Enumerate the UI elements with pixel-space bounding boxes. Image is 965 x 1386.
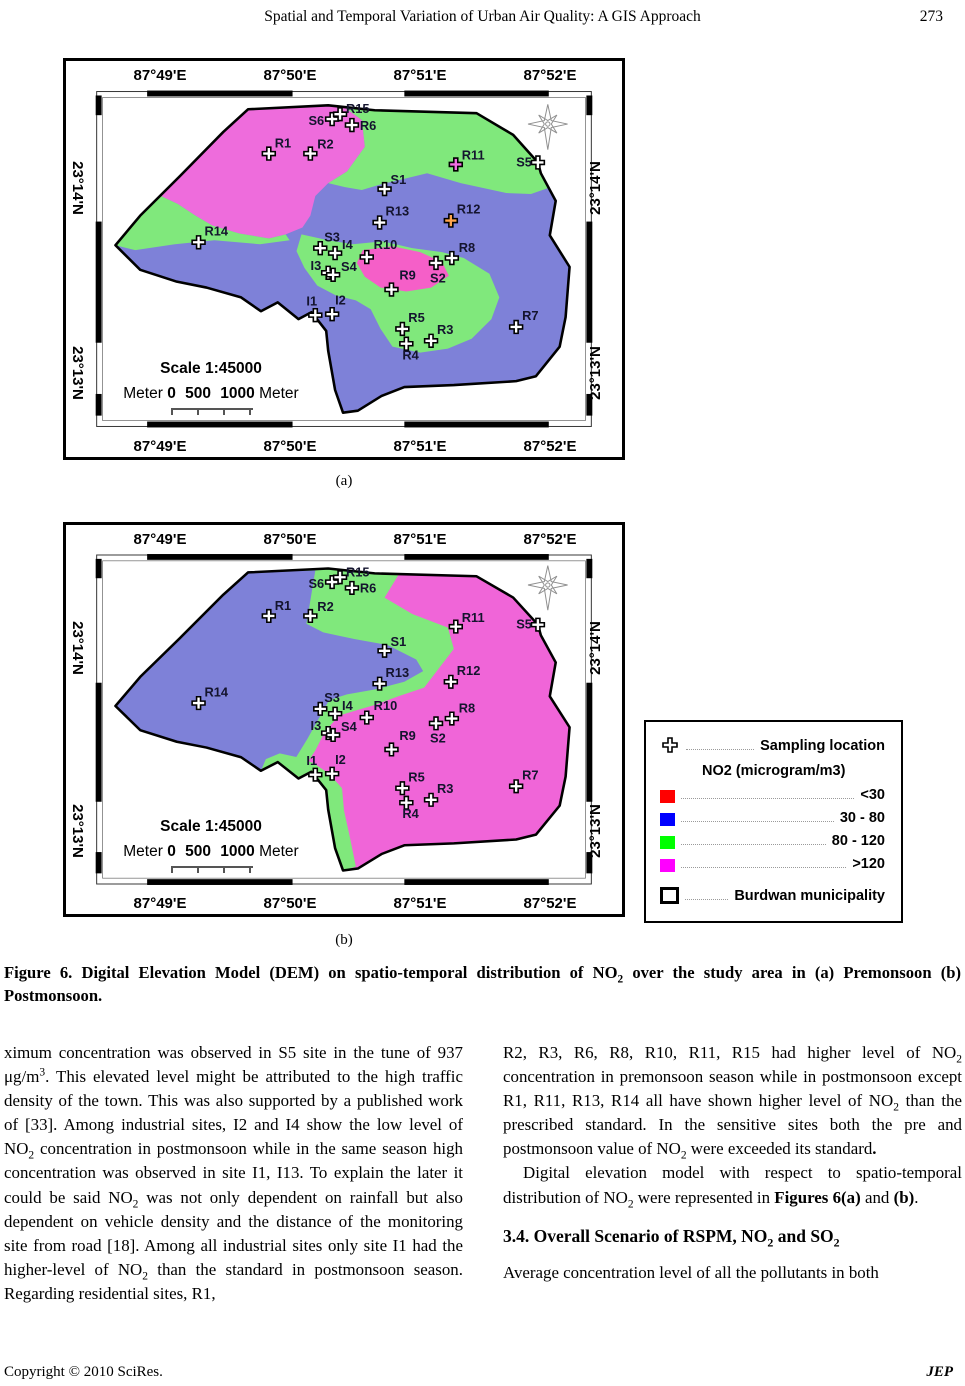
legend-municipality-label: Burdwan municipality [734, 888, 885, 904]
lon-label: 87°49'E [133, 895, 187, 912]
site-label-R8: R8 [458, 240, 476, 256]
lat-label: 23°14'N [587, 621, 604, 675]
legend-class-label: 80 - 120 [831, 833, 885, 849]
site-label-S1: S1 [390, 634, 407, 649]
legend-class-label: <30 [860, 787, 885, 803]
site-label-S5: S5 [516, 616, 532, 632]
lon-label: 87°49'E [133, 438, 187, 455]
copyright-notice: Copyright © 2010 SciRes. [4, 1364, 163, 1380]
site-label-S1: S1 [390, 172, 407, 188]
legend-leader [681, 844, 826, 845]
lon-label: 87°52'E [523, 67, 577, 84]
legend-leader [681, 867, 846, 868]
scalebar-prefix: Meter [123, 843, 163, 860]
site-label-R5: R5 [408, 769, 425, 785]
site-label-R10: R10 [373, 697, 398, 713]
site-label-R12: R12 [456, 201, 481, 217]
site-label-R1: R1 [274, 598, 292, 614]
site-label-R5: R5 [408, 310, 425, 326]
scale-text: Scale 1:45000 [160, 360, 262, 377]
scalebar-text [96, 843, 326, 861]
site-label-R13: R13 [385, 203, 410, 219]
lon-label: 87°50'E [263, 438, 317, 455]
site-label-R6: R6 [359, 117, 377, 133]
lon-label: 87°51'E [393, 67, 447, 84]
site-label-R15: R15 [345, 101, 370, 117]
site-label-S3: S3 [324, 690, 340, 706]
lon-label: 87°49'E [133, 67, 187, 84]
legend-color-swatch [660, 790, 675, 803]
lon-label: 87°50'E [263, 67, 317, 84]
legend-color-swatch [660, 836, 675, 849]
legend-sampling-label: Sampling location [760, 738, 885, 754]
legend-classes [660, 787, 885, 879]
legend-color-swatch [660, 859, 675, 872]
site-label-R9: R9 [399, 727, 416, 743]
legend-municipality-row [660, 887, 885, 904]
paragraph: R2, R3, R6, R8, R10, R11, R15 had higher level of $NO_2$ concentration in premonsoon season while in postmonsoon except R1, R11, R13, R14 all have shown higher level of $NO_2$ than the prescribed standard. In the sensitive sites both the pre and postmonsoon value of $NO_2$ were exceeded its standard. [503, 1043, 962, 1162]
site-label-I1: I1 [306, 293, 318, 309]
site-label-R10: R10 [373, 237, 398, 253]
site-label-R2: R2 [317, 136, 334, 152]
legend-sampling-row [660, 736, 885, 754]
legend-class-row [660, 856, 885, 872]
scalebar-suffix: Meter [259, 843, 299, 860]
scalebar-suffix: Meter [259, 385, 299, 402]
site-label-R12: R12 [456, 663, 481, 678]
legend-leader [681, 821, 834, 822]
map-panel-postmonsoon [63, 522, 625, 917]
lon-label: 87°50'E [263, 531, 317, 548]
legend-class-row [660, 833, 885, 849]
site-label-R11: R11 [461, 609, 485, 625]
site-label-R7: R7 [522, 308, 539, 324]
site-label-S4: S4 [341, 258, 357, 274]
legend-leader [686, 749, 754, 750]
body-left-column [4, 1041, 463, 1306]
lat-label: 23°14'N [69, 161, 86, 215]
site-label-R14: R14 [204, 223, 229, 239]
lon-label: 87°52'E [523, 895, 577, 912]
lon-label: 87°51'E [393, 895, 447, 912]
lat-label: 23°13'N [587, 346, 604, 400]
site-label-S5: S5 [516, 154, 532, 170]
site-label-R15: R15 [345, 564, 370, 580]
site-label-R11: R11 [461, 147, 485, 163]
site-label-R14: R14 [204, 684, 229, 700]
lat-label: 23°13'N [587, 804, 604, 858]
lon-label: 87°52'E [523, 531, 577, 548]
site-label-I3: I3 [310, 257, 322, 273]
legend-leader [685, 899, 728, 900]
site-label-R6: R6 [359, 580, 377, 596]
site-label-R4: R4 [402, 347, 419, 363]
page-number: 273 [919, 8, 943, 25]
legend-class-label: 30 - 80 [839, 810, 885, 826]
lon-label: 87°51'E [393, 531, 447, 548]
lat-label: 23°14'N [69, 621, 86, 675]
body-right-column [503, 1041, 962, 1285]
paragraph: Average concentration level of all the pollutants in both [503, 1262, 879, 1282]
legend-class-row [660, 787, 885, 803]
site-label-R9: R9 [399, 267, 416, 283]
lat-label: 23°13'N [69, 804, 86, 858]
site-label-R3: R3 [436, 781, 454, 797]
site-label-S2: S2 [430, 730, 446, 746]
site-label-R13: R13 [385, 665, 410, 680]
site-label-R8: R8 [458, 700, 476, 716]
site-label-I2: I2 [335, 292, 346, 308]
map-panel-premonsoon [63, 58, 625, 460]
scalebar-numbers: 0 500 1000 [167, 843, 255, 860]
paragraph: Digital elevation model with respect to spatio-temporal distribution of $NO_2$ were represented in Figures 6(a) and (b). [503, 1163, 962, 1210]
lat-label: 23°14'N [587, 161, 604, 215]
section-heading: 3.4. Overall Scenario of RSPM, $NO_2$ and $SO_2$ [503, 1225, 840, 1250]
site-label-I4: I4 [342, 237, 353, 253]
scalebar-text [96, 385, 326, 403]
site-label-I1: I1 [306, 753, 318, 768]
lat-label: 23°13'N [69, 346, 86, 400]
lon-label: 87°50'E [263, 895, 317, 912]
site-label-S3: S3 [324, 229, 340, 245]
paragraph: ximum concentration was observed in S5 site in the tune of 937 $\mu g/m^3$. This elevated level might be attributed to the high traffic density of the town. This was also supported by a published work of [33]. Among industrial sites, I2 and I4 show the low level of $NO_2$ concentration in postmonsoon while in the same season high concentration was observed in site I1, I13. To explain the later it could be said $NO_2$ was not only dependent on rainfall but also dependent on vehicle density and the distance of the monitoring site from road [18]. Among all industrial sites only site I1 had the higher-level of $NO_2$ than the standard in postmonsoon season. Regarding residential sites, R1, [4, 1043, 463, 1303]
site-label-R3: R3 [436, 321, 454, 337]
site-label-R4: R4 [402, 806, 419, 822]
site-label-R2: R2 [317, 599, 334, 615]
lon-label: 87°51'E [393, 438, 447, 455]
legend-title: NO2 (microgram/m3) [702, 763, 846, 779]
legend-class-label: >120 [852, 856, 885, 872]
legend-leader [681, 798, 854, 799]
figure-caption: Figure 6. Digital Elevation Model (DEM) on spatio-temporal distribution of $NO_2$ over the study area in (a) Premonsoon (b) Postmonsoon. [4, 963, 961, 1005]
journal-abbreviation: JEP [926, 1364, 953, 1380]
site-label-S6: S6 [308, 113, 325, 129]
site-label-S4: S4 [341, 719, 357, 735]
running-head: Spatial and Temporal Variation of Urban Air Quality: A GIS Approach [264, 8, 701, 25]
legend-class-row [660, 810, 885, 826]
panel-b-label: (b) [335, 932, 353, 948]
lon-label: 87°49'E [133, 531, 187, 548]
site-label-I3: I3 [310, 718, 322, 734]
panel-a-label: (a) [335, 473, 353, 489]
site-label-R7: R7 [522, 767, 539, 783]
map-legend [644, 720, 903, 923]
site-label-S2: S2 [430, 270, 446, 286]
scalebar-numbers: 0 500 1000 [167, 385, 255, 402]
site-label-I4: I4 [342, 697, 353, 713]
scale-text: Scale 1:45000 [160, 818, 262, 835]
sampling-cross-icon [660, 736, 680, 754]
scalebar-ticks [171, 866, 253, 873]
municipality-square-icon [660, 887, 679, 904]
site-label-S6: S6 [308, 576, 325, 591]
site-label-I2: I2 [335, 752, 346, 767]
site-label-R1: R1 [274, 135, 292, 151]
legend-color-swatch [660, 813, 675, 826]
scalebar-ticks [171, 408, 253, 415]
scalebar-prefix: Meter [123, 385, 163, 402]
lon-label: 87°52'E [523, 438, 577, 455]
